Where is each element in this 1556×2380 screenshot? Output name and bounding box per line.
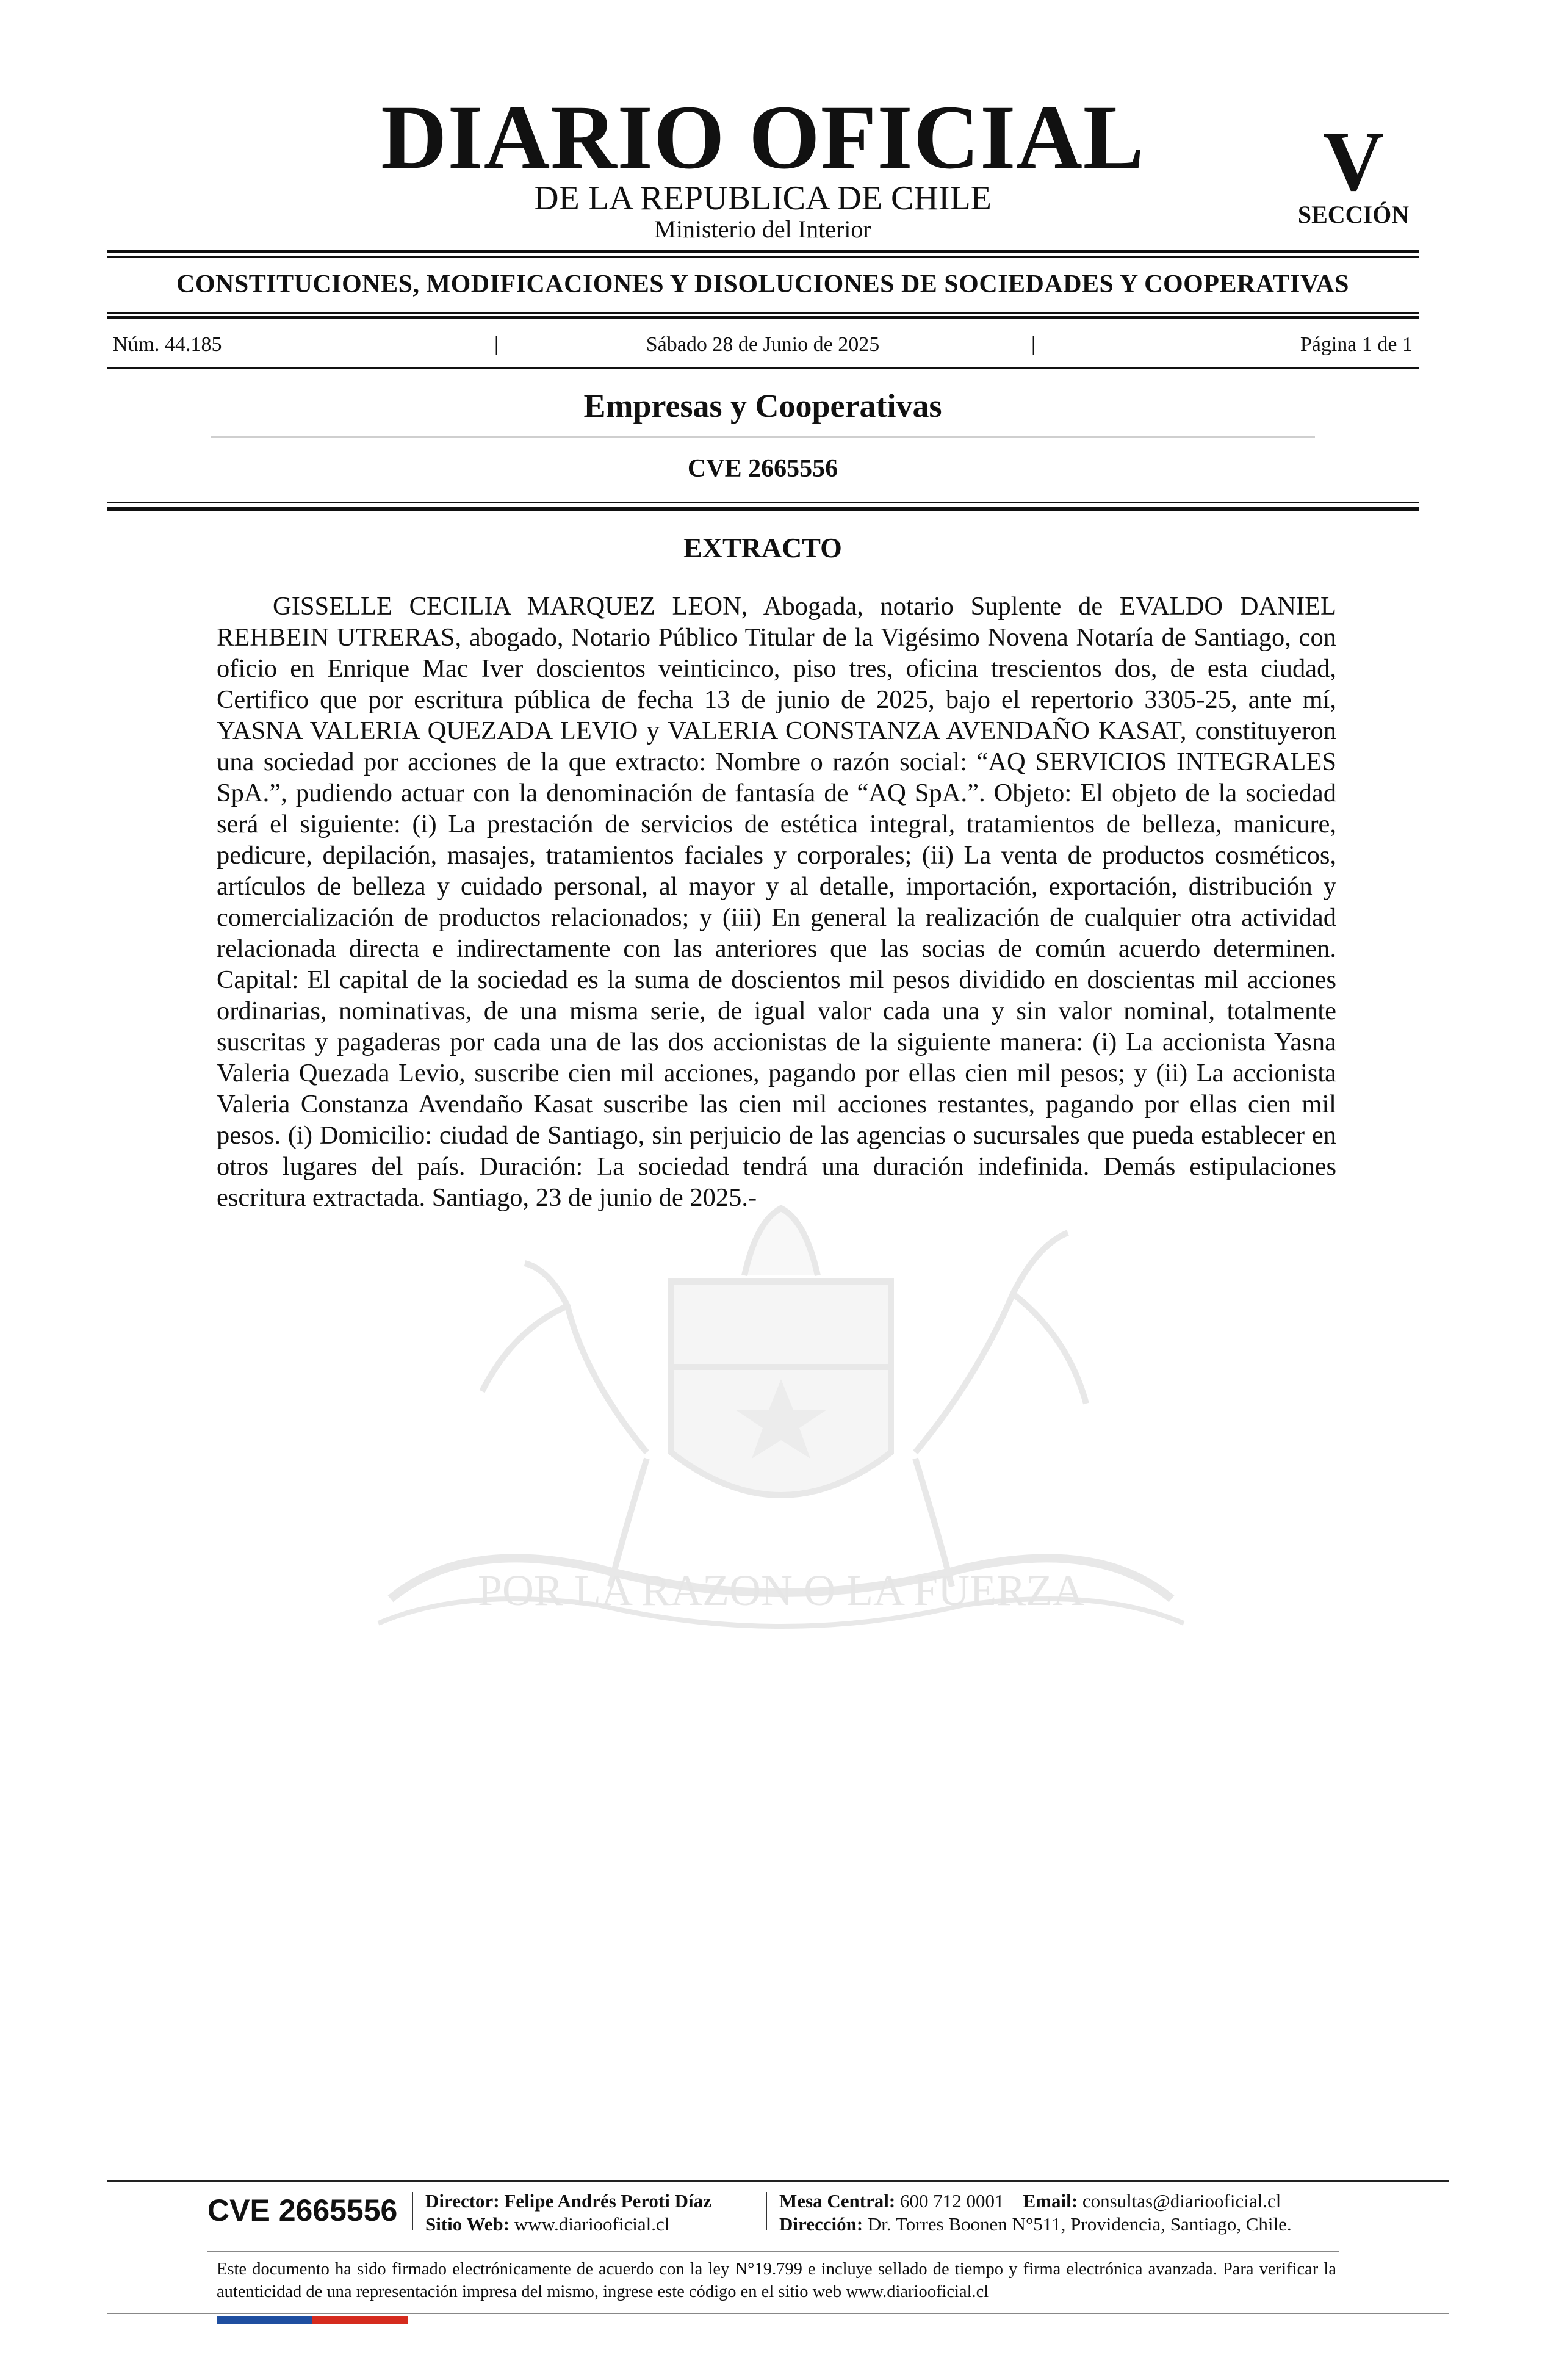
director-label: Director: [425, 2190, 500, 2212]
section-band-title: CONSTITUCIONES, MODIFICACIONES Y DISOLUCIONES DE SOCIEDADES Y COOPERATIVAS [176, 270, 1349, 298]
issue-date: Sábado 28 de Junio de 2025 [646, 333, 880, 356]
page-indicator: Página 1 de 1 [1300, 333, 1413, 356]
document-body: GISSELLE CECILIA MARQUEZ LEON, Abogada, notario Suplente de EVALDO DANIEL REHBEIN UTRERAS, abogado, Notario Público Titular de la Vigésimo Novena Notaría de Santiago, con oficio en Enrique Mac Iver doscientos veinticinco, piso tres, oficina trescientos dos, de esta ciudad, Certifico que por escritura pública de fecha 13 de junio de 2025, bajo el repertorio 3305-25, ante mí, YASNA VALERIA QUEZADA LEVIO y VALERIA CONSTANZA AVENDAÑO KASAT, constituyeron una sociedad por acciones de la que extracto: Nombre o razón social: “AQ SERVICIOS INTEGRALES SpA.”, pudiendo actuar con la denominación de fantasía de “AQ SpA.”. Objeto: El objeto de la sociedad será el siguiente: (i) La prestación de servicios de estética integral, tratamientos de belleza, manicure, pedicure, depilación, masajes, tratamientos faciales y corporales; (ii) La venta de productos cosméticos, artículos de belleza y cuidado personal, al mayor y al detalle, importación, exportación, distribución y comercialización de productos relacionados; y (iii) En general la realización de cualquier otra actividad relacionada directa e indirectamente con las anteriores que las socias de común acuerdo determinen. Capital: El capital de la sociedad es la suma de doscientos mil pesos dividido en doscientas mil acciones ordinarias, nominativas, de una misma serie, de igual valor cada una y sin valor nominal, totalmente suscritas y pagaderas por cada una de las dos accionistas de la siguiente manera: (i) La accionista Yasna Valeria Quezada Levio, suscribe cien mil acciones, pagando por ellas cien mil pesos; y (ii) La accionista Valeria Constanza Avendaño Kasat suscribe las cien mil acciones restantes, pagando por ellas cien mil pesos. (i) Domicilio: ciudad de Santiago, sin perjuicio de las agencias o sucursales que pueda establecer en otros lugares del país. Duración: La sociedad tendrá una duración indefinida. Demás estipulaciones escritura extractada. Santiago, 23 de junio de 2025.- [217, 592, 1336, 1212]
header-rule [107, 312, 1419, 314]
address-value: Dr. Torres Boonen N°511, Providencia, Santiago, Chile. [867, 2213, 1292, 2235]
newspaper-subtitle: DE LA REPUBLICA DE CHILE [534, 179, 992, 217]
ministry-label: Ministerio del Interior [654, 215, 871, 243]
header-rule [107, 316, 1419, 319]
flag-stripe-blue [217, 2316, 312, 2324]
phone-value: 600 712 0001 [900, 2190, 1004, 2212]
meta-separator: | [1031, 333, 1036, 356]
content-rule [107, 502, 1419, 503]
flag-stripe-red [312, 2316, 408, 2324]
header-rule [107, 250, 1419, 253]
footer-divider [207, 2251, 1339, 2252]
email-link[interactable]: consultas@diariooficial.cl [1082, 2190, 1281, 2212]
address-label: Dirección: [779, 2213, 863, 2235]
meta-separator: | [494, 333, 499, 356]
footer-contact-block [779, 2190, 1292, 2236]
phone-label: Mesa Central: [779, 2190, 896, 2212]
website-link[interactable]: www.diariooficial.cl [514, 2213, 670, 2235]
content-rule [107, 507, 1419, 511]
watermark-motto: POR LA RAZON O LA FUERZA [477, 1566, 1085, 1615]
masthead [107, 87, 1419, 243]
footer-cve-code: CVE 2665556 [207, 2193, 398, 2227]
header-rule [107, 256, 1419, 258]
section-word: SECCIÓN [1297, 201, 1410, 228]
website-label: Sitio Web: [425, 2213, 510, 2235]
footer-separator [766, 2192, 767, 2230]
email-label: Email: [1023, 2190, 1078, 2212]
category-underline [211, 436, 1315, 438]
footer-separator [412, 2192, 413, 2230]
footer-rule [107, 2180, 1449, 2182]
document-heading: EXTRACTO [683, 532, 842, 563]
footer-bottom-rule [107, 2313, 1449, 2314]
coat-of-arms-watermark [281, 1196, 1281, 1697]
footer-legal-notice: Este documento ha sido firmado electrónicamente de acuerdo con la ley N°19.799 e incluye sellado de tiempo y firma electrónica avanzada. Para verificar la autenticidad de una representación impresa del mismo, ingrese este código en el sitio web www.diariooficial.cl [217, 2260, 1336, 2301]
section-marker [1286, 114, 1421, 228]
director-name: Felipe Andrés Peroti Díaz [504, 2190, 711, 2212]
issue-number: Núm. 44.185 [113, 333, 222, 356]
section-letter: V [1322, 114, 1385, 209]
meta-rule [107, 367, 1419, 369]
footer-director-block [425, 2190, 711, 2236]
newspaper-title: DIARIO OFICIAL [381, 87, 1145, 188]
category-title: Empresas y Cooperativas [583, 388, 942, 424]
cve-code: CVE 2665556 [687, 455, 838, 483]
